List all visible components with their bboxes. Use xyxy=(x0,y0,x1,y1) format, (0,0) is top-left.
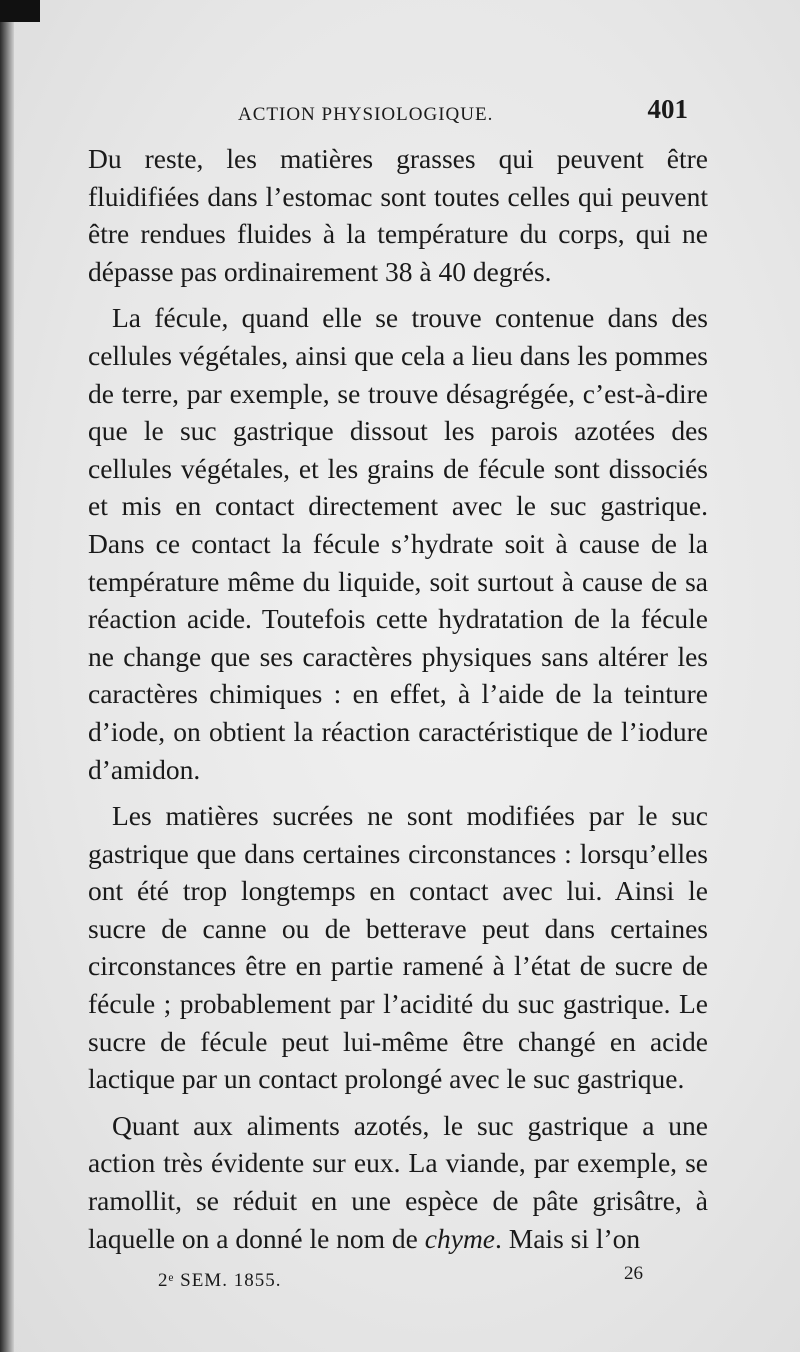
page-binding-shadow xyxy=(0,0,14,1352)
signature-mark: 2ᵉ SEM. 1855. xyxy=(158,1270,282,1291)
page-header xyxy=(80,92,700,132)
paragraph-nitrogenous-foods xyxy=(88,1107,708,1257)
paragraph-text-end: . Mais si l’on xyxy=(495,1222,641,1254)
page-body xyxy=(88,140,708,1266)
paragraph-text-start: Quant aux aliments azotés, le suc gastrique a une action très évidente sur eux. La viande, par exemple, se ramollit, se réduit en une espèce de pâte grisâtre, à laquelle on a donné le nom de xyxy=(88,1109,708,1254)
gathering-number: 26 xyxy=(624,1263,643,1284)
page-corner-shadow xyxy=(0,0,40,22)
page-number: 401 xyxy=(647,94,688,124)
running-title: ACTION PHYSIOLOGIQUE. xyxy=(238,104,494,125)
paragraph-starch: La fécule, quand elle se trouve contenue dans des cellules végétales, ainsi que cela a lieu dans les pommes de terre, par exemple, se trouve désagrégée, c’est-à-dire que le suc gastrique dissout les parois azotées des cellules végétales, et les grains de fécule sont dissociés et mis en contact directement avec le suc gastrique. Dans ce contact la fécule s’hydrate soit à cause de la température même du liquide, soit surtout à cause de sa réaction acide. Toutefois cette hydratation de la fécule ne change que ses caractères physiques sans altérer les caractères chimiques : en effet, à l’aide de la teinture d’iode, on obtient la réaction caractéristique de l’iodure d’amidon. xyxy=(88,302,708,785)
paragraph-sugars: Les matières sucrées ne sont modifiées par le suc gastrique que dans certaines circonstances : lorsqu’elles ont été trop longtemps en contact avec lui. Ainsi le sucre de canne ou de betterave peut dans certaines circonstances être en partie ramené à l’état de sucre de fécule ; probablement par l’acidité du suc gastrique. Le sucre de fécule peut lui-même être changé en acide lactique par un contact prolongé avec le suc gastrique. xyxy=(88,800,708,1095)
paragraph-fat-fluidity: Du reste, les matières grasses qui peuvent être fluidifiées dans l’estomac sont toutes celles qui peuvent être rendues fluides à la température du corps, qui ne dépasse pas ordinairement 38 à 40 degrés. xyxy=(88,143,708,287)
italic-term-chyme: chyme xyxy=(424,1222,496,1254)
